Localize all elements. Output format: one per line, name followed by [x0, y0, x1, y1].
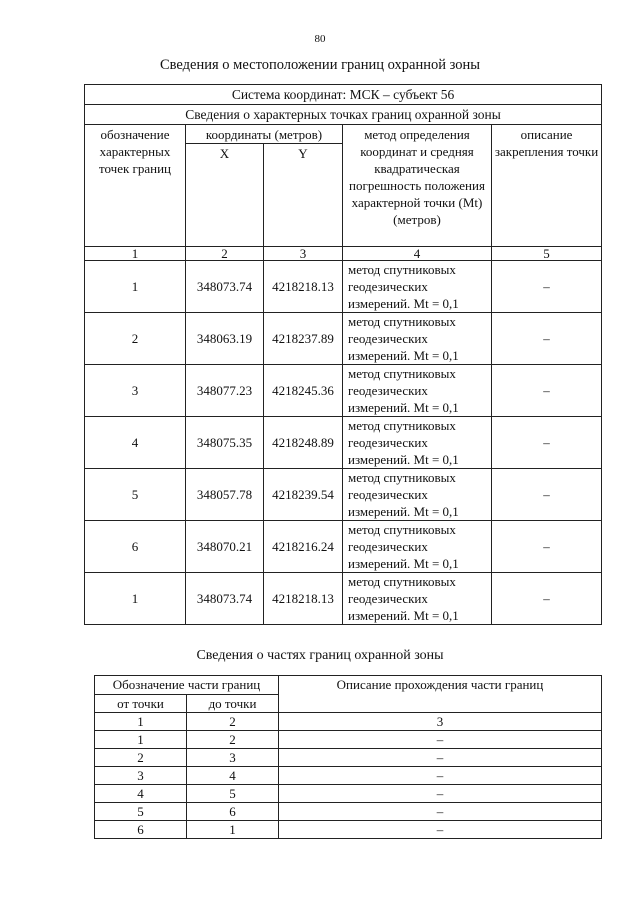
- from-point: 4: [95, 785, 187, 803]
- to-point: 4: [187, 767, 279, 785]
- point-designation: 4: [85, 417, 186, 469]
- table-row: [85, 521, 602, 573]
- table-row: [85, 365, 602, 417]
- page-number: 80: [314, 33, 326, 45]
- method-description: метод спутниковых геодезических измерений. Mt = 0,1: [343, 417, 492, 469]
- part-description: –: [279, 785, 602, 803]
- to-point: 2: [187, 731, 279, 749]
- coordinate-x: 348077.23: [186, 365, 264, 417]
- method-description: метод спутниковых геодезических измерений. Mt = 0,1: [343, 573, 492, 625]
- col-header-to-point: до точки: [187, 695, 279, 713]
- table-row: [95, 767, 602, 785]
- from-point: 1: [95, 731, 187, 749]
- part-description: –: [279, 731, 602, 749]
- page-title: Сведения о местоположении границ охранной зоны: [159, 57, 480, 73]
- table-row: [95, 821, 602, 839]
- method-description: метод спутниковых геодезических измерений. Mt = 0,1: [343, 521, 492, 573]
- part-description: –: [279, 767, 602, 785]
- coordinate-y: 4218239.54: [264, 469, 343, 521]
- coordinate-x: 348063.19: [186, 313, 264, 365]
- col-header-part-description: Описание прохождения части границ: [279, 676, 602, 713]
- point-designation: 3: [85, 365, 186, 417]
- coordinate-x: 348073.74: [186, 261, 264, 313]
- characteristic-points-header: Сведения о характерных точках границ охранной зоны: [85, 105, 602, 125]
- coordinates-table: [84, 84, 602, 625]
- from-point: 5: [95, 803, 187, 821]
- table-row: [85, 261, 602, 313]
- table-row: [95, 803, 602, 821]
- coordinate-y: 4218218.13: [264, 573, 343, 625]
- col-header-part-designation: Обозначение части границ: [95, 676, 279, 695]
- coordinate-system-header: Система координат: МСК – субъект 56: [85, 85, 602, 105]
- coordinate-x: 348057.78: [186, 469, 264, 521]
- table-row: [85, 469, 602, 521]
- to-point: 1: [187, 821, 279, 839]
- point-fixing-description: –: [492, 261, 602, 313]
- point-designation: 2: [85, 313, 186, 365]
- coordinate-y: 4218245.36: [264, 365, 343, 417]
- point-fixing-description: –: [492, 573, 602, 625]
- col-header-coordinates: координаты (метров): [186, 125, 343, 144]
- from-point: 6: [95, 821, 187, 839]
- table-row: [95, 785, 602, 803]
- column-number: 2: [187, 713, 279, 731]
- method-description: метод спутниковых геодезических измерений. Mt = 0,1: [343, 365, 492, 417]
- method-description: метод спутниковых геодезических измерений. Mt = 0,1: [343, 469, 492, 521]
- column-numbers-row: [85, 247, 602, 261]
- point-fixing-description: –: [492, 313, 602, 365]
- column-number: 1: [85, 247, 186, 261]
- point-designation: 1: [85, 261, 186, 313]
- col-header-method: метод определения координат и средняя квадратическая погрешность положения характерной точки (Mt) (метров): [343, 125, 492, 247]
- point-fixing-description: –: [492, 469, 602, 521]
- table-row: [85, 417, 602, 469]
- table-row: [95, 731, 602, 749]
- from-point: 3: [95, 767, 187, 785]
- coordinate-x: 348075.35: [186, 417, 264, 469]
- to-point: 5: [187, 785, 279, 803]
- to-point: 3: [187, 749, 279, 767]
- coordinate-x: 348070.21: [186, 521, 264, 573]
- col-header-from-point: от точки: [95, 695, 187, 713]
- part-description: –: [279, 821, 602, 839]
- col-header-y: Y: [264, 144, 343, 247]
- point-designation: 1: [85, 573, 186, 625]
- coordinate-y: 4218216.24: [264, 521, 343, 573]
- point-fixing-description: –: [492, 417, 602, 469]
- table-row: [85, 313, 602, 365]
- column-number: 4: [343, 247, 492, 261]
- part-description: –: [279, 803, 602, 821]
- column-number: 2: [186, 247, 264, 261]
- table-row: [85, 573, 602, 625]
- column-number: 3: [279, 713, 602, 731]
- coordinate-y: 4218237.89: [264, 313, 343, 365]
- coordinate-y: 4218218.13: [264, 261, 343, 313]
- point-fixing-description: –: [492, 521, 602, 573]
- part-description: –: [279, 749, 602, 767]
- coordinate-x: 348073.74: [186, 573, 264, 625]
- coordinate-y: 4218248.89: [264, 417, 343, 469]
- column-numbers-row: [95, 713, 602, 731]
- method-description: метод спутниковых геодезических измерений. Mt = 0,1: [343, 313, 492, 365]
- to-point: 6: [187, 803, 279, 821]
- column-number: 3: [264, 247, 343, 261]
- boundary-parts-table: [94, 675, 602, 839]
- col-header-designation: обозначение характерных точек границ: [85, 125, 186, 247]
- parts-section-title: Сведения о частях границ охранной зоны: [196, 648, 444, 663]
- point-designation: 6: [85, 521, 186, 573]
- column-number: 5: [492, 247, 602, 261]
- point-designation: 5: [85, 469, 186, 521]
- table-row: [95, 749, 602, 767]
- method-description: метод спутниковых геодезических измерений. Mt = 0,1: [343, 261, 492, 313]
- column-number: 1: [95, 713, 187, 731]
- col-header-x: X: [186, 144, 264, 247]
- from-point: 2: [95, 749, 187, 767]
- col-header-description: описание закрепления точки: [492, 125, 602, 247]
- point-fixing-description: –: [492, 365, 602, 417]
